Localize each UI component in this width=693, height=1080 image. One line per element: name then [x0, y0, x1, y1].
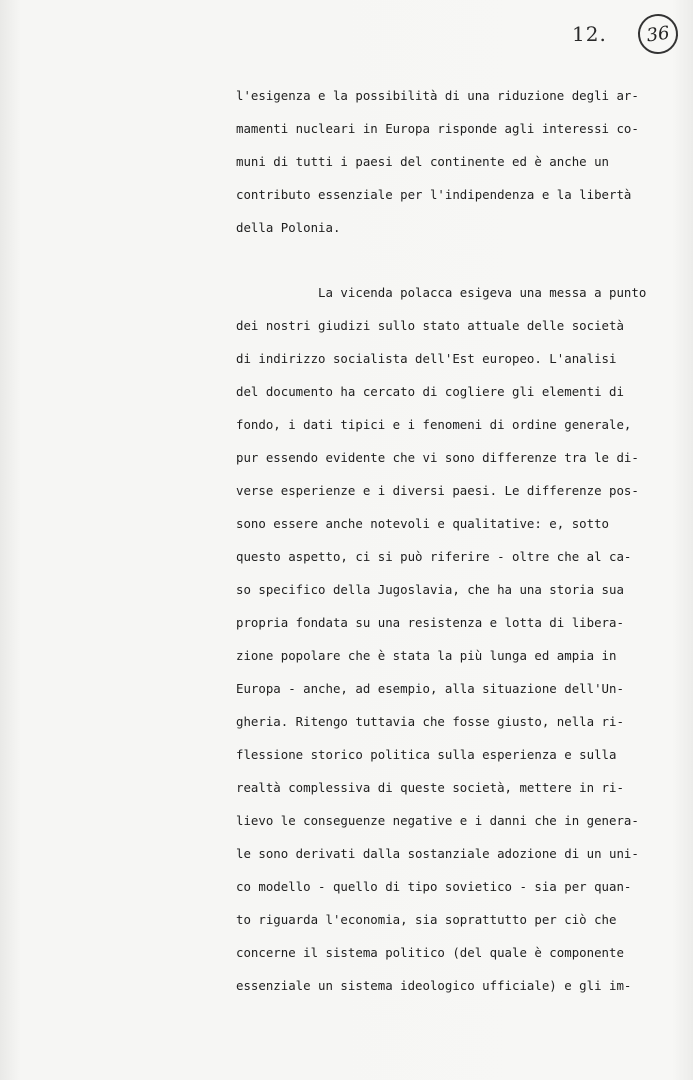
text-line: propria fondata su una resistenza e lotta di libera- [236, 615, 624, 630]
text-line: Europa - anche, ad esempio, alla situazione dell'Un- [236, 681, 624, 696]
text-line: zione popolare che è stata la più lunga ed ampia in [236, 648, 617, 663]
text-line: essenziale un sistema ideologico ufficiale) e gli im- [236, 978, 632, 993]
circled-stamp-number: 36 [635, 11, 680, 56]
text-line: concerne il sistema politico (del quale è componente [236, 945, 624, 960]
text-line: to riguarda l'economia, sia soprattutto per ciò che [236, 912, 617, 927]
text-line: dei nostri giudizi sullo stato attuale delle società [236, 318, 624, 333]
text-line: mamenti nucleari in Europa risponde agli interessi co- [236, 121, 639, 136]
text-line: questo aspetto, ci si può riferire - oltre che al ca- [236, 549, 632, 564]
text-line: della Polonia. [236, 220, 341, 235]
text-line: co modello - quello di tipo sovietico - sia per quan- [236, 879, 632, 894]
page-number: 12. [572, 22, 607, 46]
text-line: so specifico della Jugoslavia, che ha una storia sua [236, 582, 624, 597]
text-line: lievo le conseguenze negative e i danni che in genera- [236, 813, 639, 828]
text-line: verse esperienze e i diversi paesi. Le differenze pos- [236, 483, 639, 498]
text-line: fondo, i dati tipici e i fenomeni di ordine generale, [236, 417, 632, 432]
text-line: muni di tutti i paesi del continente ed è anche un [236, 154, 609, 169]
text-line: contributo essenziale per l'indipendenza e la libertà [236, 187, 632, 202]
text-line: l'esigenza e la possibilità di una riduzione degli ar- [236, 88, 639, 103]
text-line: del documento ha cercato di cogliere gli elementi di [236, 384, 624, 399]
text-line-indented: La vicenda polacca esigeva una messa a punto [236, 285, 647, 300]
text-line: flessione storico politica sulla esperienza e sulla [236, 747, 617, 762]
text-line: le sono derivati dalla sostanziale adozione di un uni- [236, 846, 639, 861]
text-line: realtà complessiva di queste società, mettere in ri- [236, 780, 624, 795]
text-line: di indirizzo socialista dell'Est europeo. L'analisi [236, 351, 617, 366]
text-line: gheria. Ritengo tuttavia che fosse giusto, nella ri- [236, 714, 624, 729]
text-line: sono essere anche notevoli e qualitative: e, sotto [236, 516, 609, 531]
text-line: pur essendo evidente che vi sono differenze tra le di- [236, 450, 639, 465]
